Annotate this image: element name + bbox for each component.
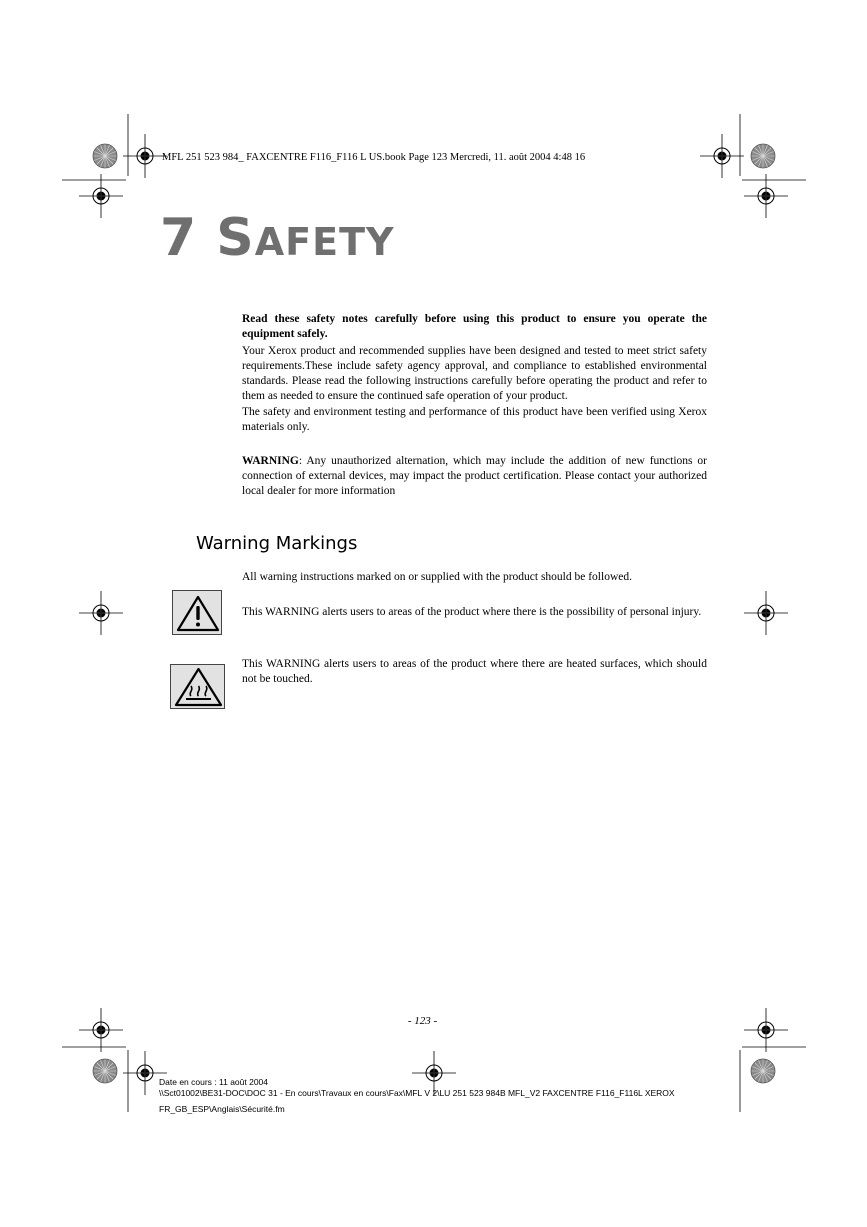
warning-injury-line — [242, 605, 707, 620]
all-warnings-line — [242, 570, 707, 585]
warning-paragraph — [242, 454, 707, 499]
intro-paragraph-1-text: Your Xerox product and recommended supplies have been designed and tested to meet strict safety requirements.These include safety agency approval, and compliance to established environmental standards. Please read the following instructions carefully before operating the product and refer to them as needed to ensure the continued safe operation of your product. — [242, 345, 707, 402]
chapter-title-rest: AFETY — [254, 220, 395, 264]
section-heading: Warning Markings — [196, 533, 358, 554]
book-header-line: MFL 251 523 984_ FAXCENTRE F116_F116 L US.book Page 123 Mercredi, 11. août 2004 4:48 16 — [162, 152, 586, 163]
chapter-title — [160, 208, 395, 272]
exclamation-warning-triangle-icon — [172, 590, 222, 635]
intro-bold-text: Read these safety notes carefully before using this product to ensure you operate the equipment safely. — [242, 313, 707, 340]
intro-paragraph-2 — [242, 405, 707, 435]
footer-file-name: FR_GB_ESP\Anglais\Sécurité.fm — [159, 1104, 285, 1114]
hot-surface-warning-icon — [170, 664, 225, 709]
chapter-number: 7 — [160, 208, 198, 268]
intro-paragraph-2-text: The safety and environment testing and performance of this product have been verified using Xerox materials only. — [242, 406, 707, 433]
page-number: - 123 - — [407, 1015, 438, 1027]
intro-bold-note — [242, 312, 707, 342]
warning-heat-line — [242, 657, 707, 687]
footer-file-path: \\Sct01002\BE31-DOC\DOC 31 - En cours\Travaux en cours\Fax\MFL V 2\LU 251 523 984B MFL_V2 FAXCENTRE F116_F116L XEROX — [159, 1088, 675, 1098]
chapter-title-initial: S — [216, 208, 255, 268]
warning-text: : Any unauthorized alternation, which may include the addition of new functions or connection of external devices, may impact the product certification. Please contact your authorized local dealer for more information — [242, 455, 707, 497]
intro-paragraph-1 — [242, 344, 707, 404]
warning-injury-text: This WARNING alerts users to areas of the product where there is the possibility of personal injury. — [242, 606, 702, 618]
warning-heat-text: This WARNING alerts users to areas of the product where there are heated surfaces, which should not be touched. — [242, 658, 707, 685]
all-warnings-text: All warning instructions marked on or supplied with the product should be followed. — [242, 571, 632, 583]
footer-date: Date en cours : 11 août 2004 — [159, 1077, 269, 1087]
warning-label: WARNING — [242, 455, 299, 467]
